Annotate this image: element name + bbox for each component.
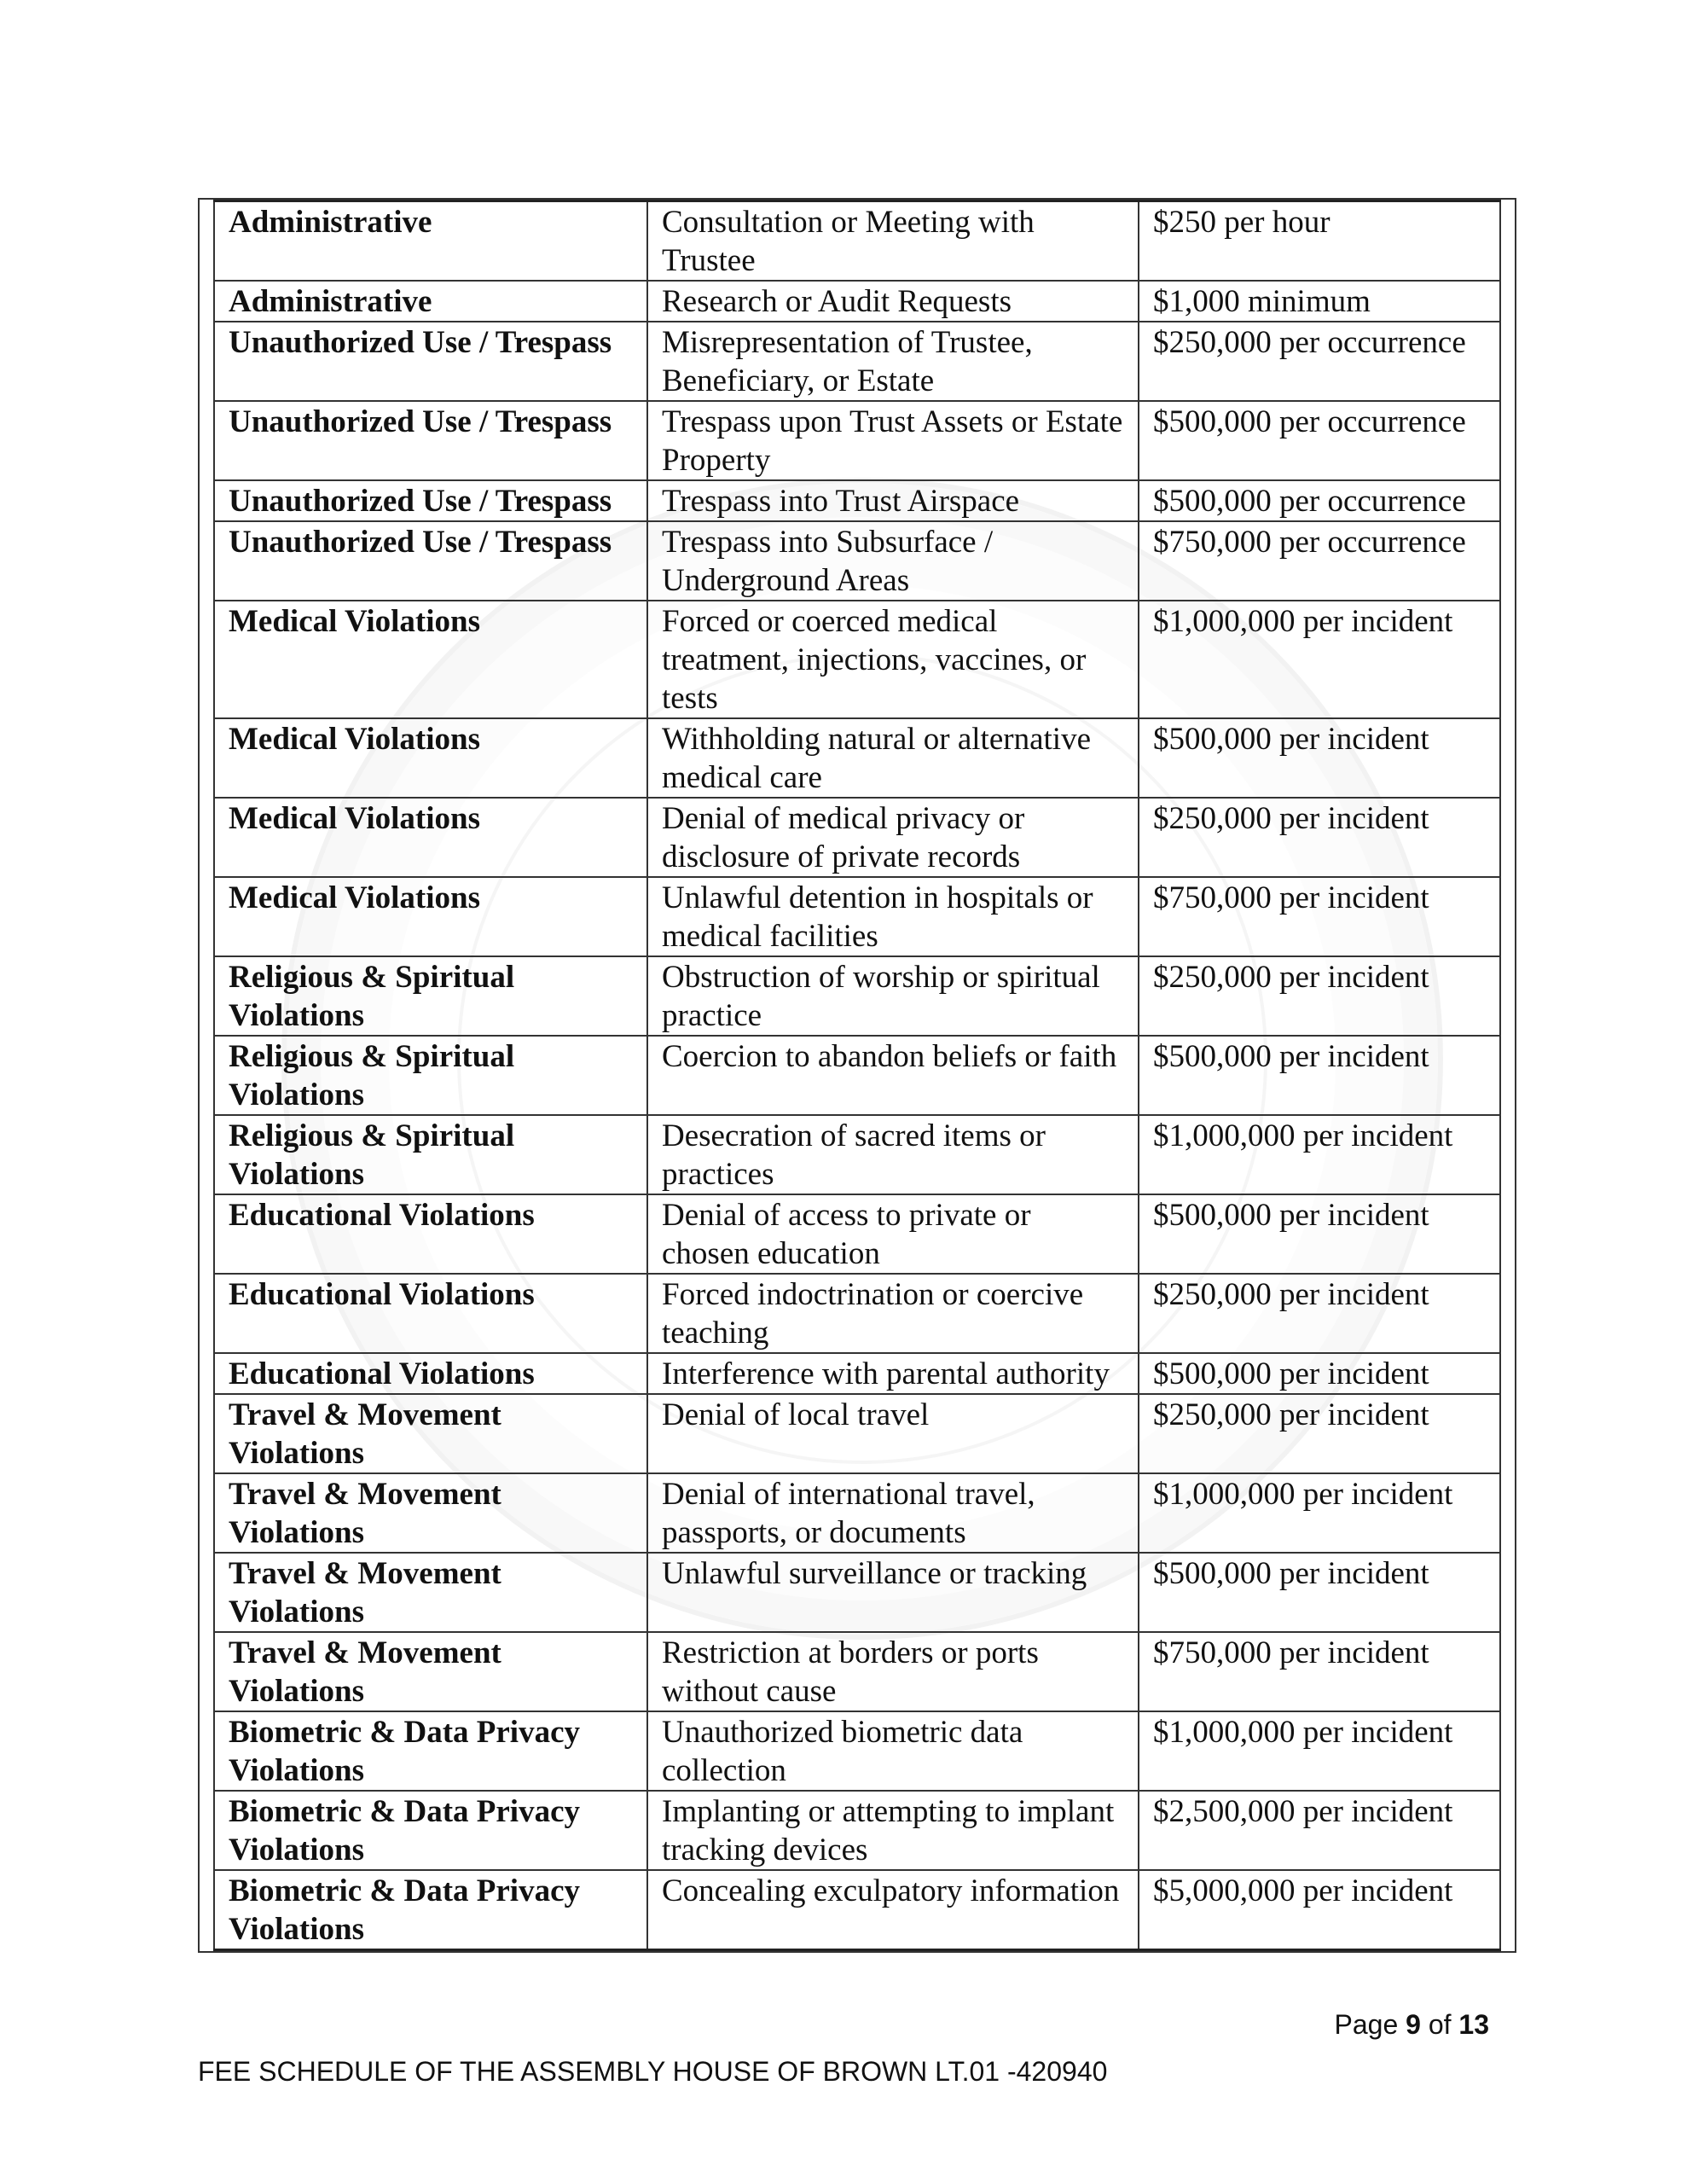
description-cell: Misrepresentation of Trustee, Beneficiary, or Estate (647, 322, 1139, 401)
fee-cell: $250,000 per incident (1139, 956, 1500, 1036)
description-cell: Concealing exculpatory information (647, 1870, 1139, 1950)
fee-cell: $1,000,000 per incident (1139, 1473, 1500, 1553)
table-row (214, 521, 1500, 601)
category-cell: Travel & Movement Violations (214, 1473, 647, 1553)
table-row (214, 718, 1500, 798)
fee-schedule-table (213, 200, 1501, 1951)
fee-cell: $500,000 per occurrence (1139, 480, 1500, 521)
table-row (214, 877, 1500, 956)
description-cell: Trespass into Subsurface / Underground Areas (647, 521, 1139, 601)
fee-table-body (214, 201, 1500, 1950)
description-cell: Withholding natural or alternative medical care (647, 718, 1139, 798)
fee-cell: $250,000 per occurrence (1139, 322, 1500, 401)
page-number (1335, 2009, 1489, 2041)
category-cell: Religious & Spiritual Violations (214, 956, 647, 1036)
table-row (214, 1473, 1500, 1553)
fee-cell: $500,000 per incident (1139, 1036, 1500, 1115)
table-row (214, 322, 1500, 401)
fee-cell: $1,000,000 per incident (1139, 601, 1500, 718)
fee-cell: $1,000,000 per incident (1139, 1711, 1500, 1791)
table-row (214, 401, 1500, 480)
category-cell: Unauthorized Use / Trespass (214, 480, 647, 521)
fee-cell: $750,000 per incident (1139, 877, 1500, 956)
category-cell: Biometric & Data Privacy Violations (214, 1791, 647, 1870)
category-cell: Travel & Movement Violations (214, 1632, 647, 1711)
description-cell: Interference with parental authority (647, 1353, 1139, 1394)
table-row (214, 1791, 1500, 1870)
table-row (214, 1394, 1500, 1473)
description-cell: Unauthorized biometric data collection (647, 1711, 1139, 1791)
description-cell: Denial of local travel (647, 1394, 1139, 1473)
table-row (214, 1274, 1500, 1353)
table-row (214, 480, 1500, 521)
fee-cell: $1,000 minimum (1139, 281, 1500, 322)
category-cell: Educational Violations (214, 1353, 647, 1394)
table-row (214, 1115, 1500, 1194)
fee-cell: $250,000 per incident (1139, 1274, 1500, 1353)
total-pages: 13 (1458, 2009, 1489, 2040)
fee-cell: $250,000 per incident (1139, 798, 1500, 877)
category-cell: Administrative (214, 201, 647, 282)
fee-cell: $1,000,000 per incident (1139, 1115, 1500, 1194)
fee-cell: $500,000 per incident (1139, 1194, 1500, 1274)
category-cell: Biometric & Data Privacy Violations (214, 1711, 647, 1791)
table-row (214, 201, 1500, 282)
category-cell: Unauthorized Use / Trespass (214, 401, 647, 480)
description-cell: Forced or coerced medical treatment, injections, vaccines, or tests (647, 601, 1139, 718)
fee-table-frame (198, 198, 1516, 1953)
description-cell: Unlawful surveillance or tracking (647, 1553, 1139, 1632)
category-cell: Medical Violations (214, 601, 647, 718)
description-cell: Obstruction of worship or spiritual practice (647, 956, 1139, 1036)
description-cell: Trespass upon Trust Assets or Estate Property (647, 401, 1139, 480)
fee-cell: $5,000,000 per incident (1139, 1870, 1500, 1950)
table-row (214, 1353, 1500, 1394)
page-label: Page (1334, 2009, 1399, 2040)
category-cell: Travel & Movement Violations (214, 1553, 647, 1632)
description-cell: Consultation or Meeting with Trustee (647, 201, 1139, 282)
table-row (214, 956, 1500, 1036)
category-cell: Travel & Movement Violations (214, 1394, 647, 1473)
fee-cell: $750,000 per occurrence (1139, 521, 1500, 601)
table-row (214, 1036, 1500, 1115)
description-cell: Forced indoctrination or coercive teaching (647, 1274, 1139, 1353)
fee-cell: $500,000 per incident (1139, 1353, 1500, 1394)
document-footer: FEE SCHEDULE OF THE ASSEMBLY HOUSE OF BROWN LT.01 -420940 (198, 2056, 1108, 2087)
category-cell: Religious & Spiritual Violations (214, 1115, 647, 1194)
category-cell: Medical Violations (214, 798, 647, 877)
category-cell: Medical Violations (214, 877, 647, 956)
description-cell: Coercion to abandon beliefs or faith (647, 1036, 1139, 1115)
table-row (214, 281, 1500, 322)
table-row (214, 1632, 1500, 1711)
table-row (214, 1711, 1500, 1791)
category-cell: Educational Violations (214, 1194, 647, 1274)
description-cell: Unlawful detention in hospitals or medical facilities (647, 877, 1139, 956)
description-cell: Trespass into Trust Airspace (647, 480, 1139, 521)
fee-cell: $750,000 per incident (1139, 1632, 1500, 1711)
description-cell: Denial of access to private or chosen education (647, 1194, 1139, 1274)
fee-cell: $250,000 per incident (1139, 1394, 1500, 1473)
table-row (214, 601, 1500, 718)
description-cell: Restriction at borders or ports without cause (647, 1632, 1139, 1711)
page-of: of (1428, 2009, 1452, 2040)
category-cell: Educational Violations (214, 1274, 647, 1353)
fee-cell: $250 per hour (1139, 201, 1500, 282)
category-cell: Unauthorized Use / Trespass (214, 322, 647, 401)
description-cell: Research or Audit Requests (647, 281, 1139, 322)
description-cell: Desecration of sacred items or practices (647, 1115, 1139, 1194)
category-cell: Medical Violations (214, 718, 647, 798)
category-cell: Unauthorized Use / Trespass (214, 521, 647, 601)
description-cell: Denial of medical privacy or disclosure of private records (647, 798, 1139, 877)
category-cell: Religious & Spiritual Violations (214, 1036, 647, 1115)
table-row (214, 1553, 1500, 1632)
table-row (214, 798, 1500, 877)
category-cell: Biometric & Data Privacy Violations (214, 1870, 647, 1950)
fee-cell: $500,000 per occurrence (1139, 401, 1500, 480)
category-cell: Administrative (214, 281, 647, 322)
fee-cell: $500,000 per incident (1139, 1553, 1500, 1632)
current-page: 9 (1406, 2009, 1421, 2040)
fee-cell: $2,500,000 per incident (1139, 1791, 1500, 1870)
description-cell: Implanting or attempting to implant tracking devices (647, 1791, 1139, 1870)
description-cell: Denial of international travel, passports, or documents (647, 1473, 1139, 1553)
fee-cell: $500,000 per incident (1139, 718, 1500, 798)
table-row (214, 1870, 1500, 1950)
table-row (214, 1194, 1500, 1274)
